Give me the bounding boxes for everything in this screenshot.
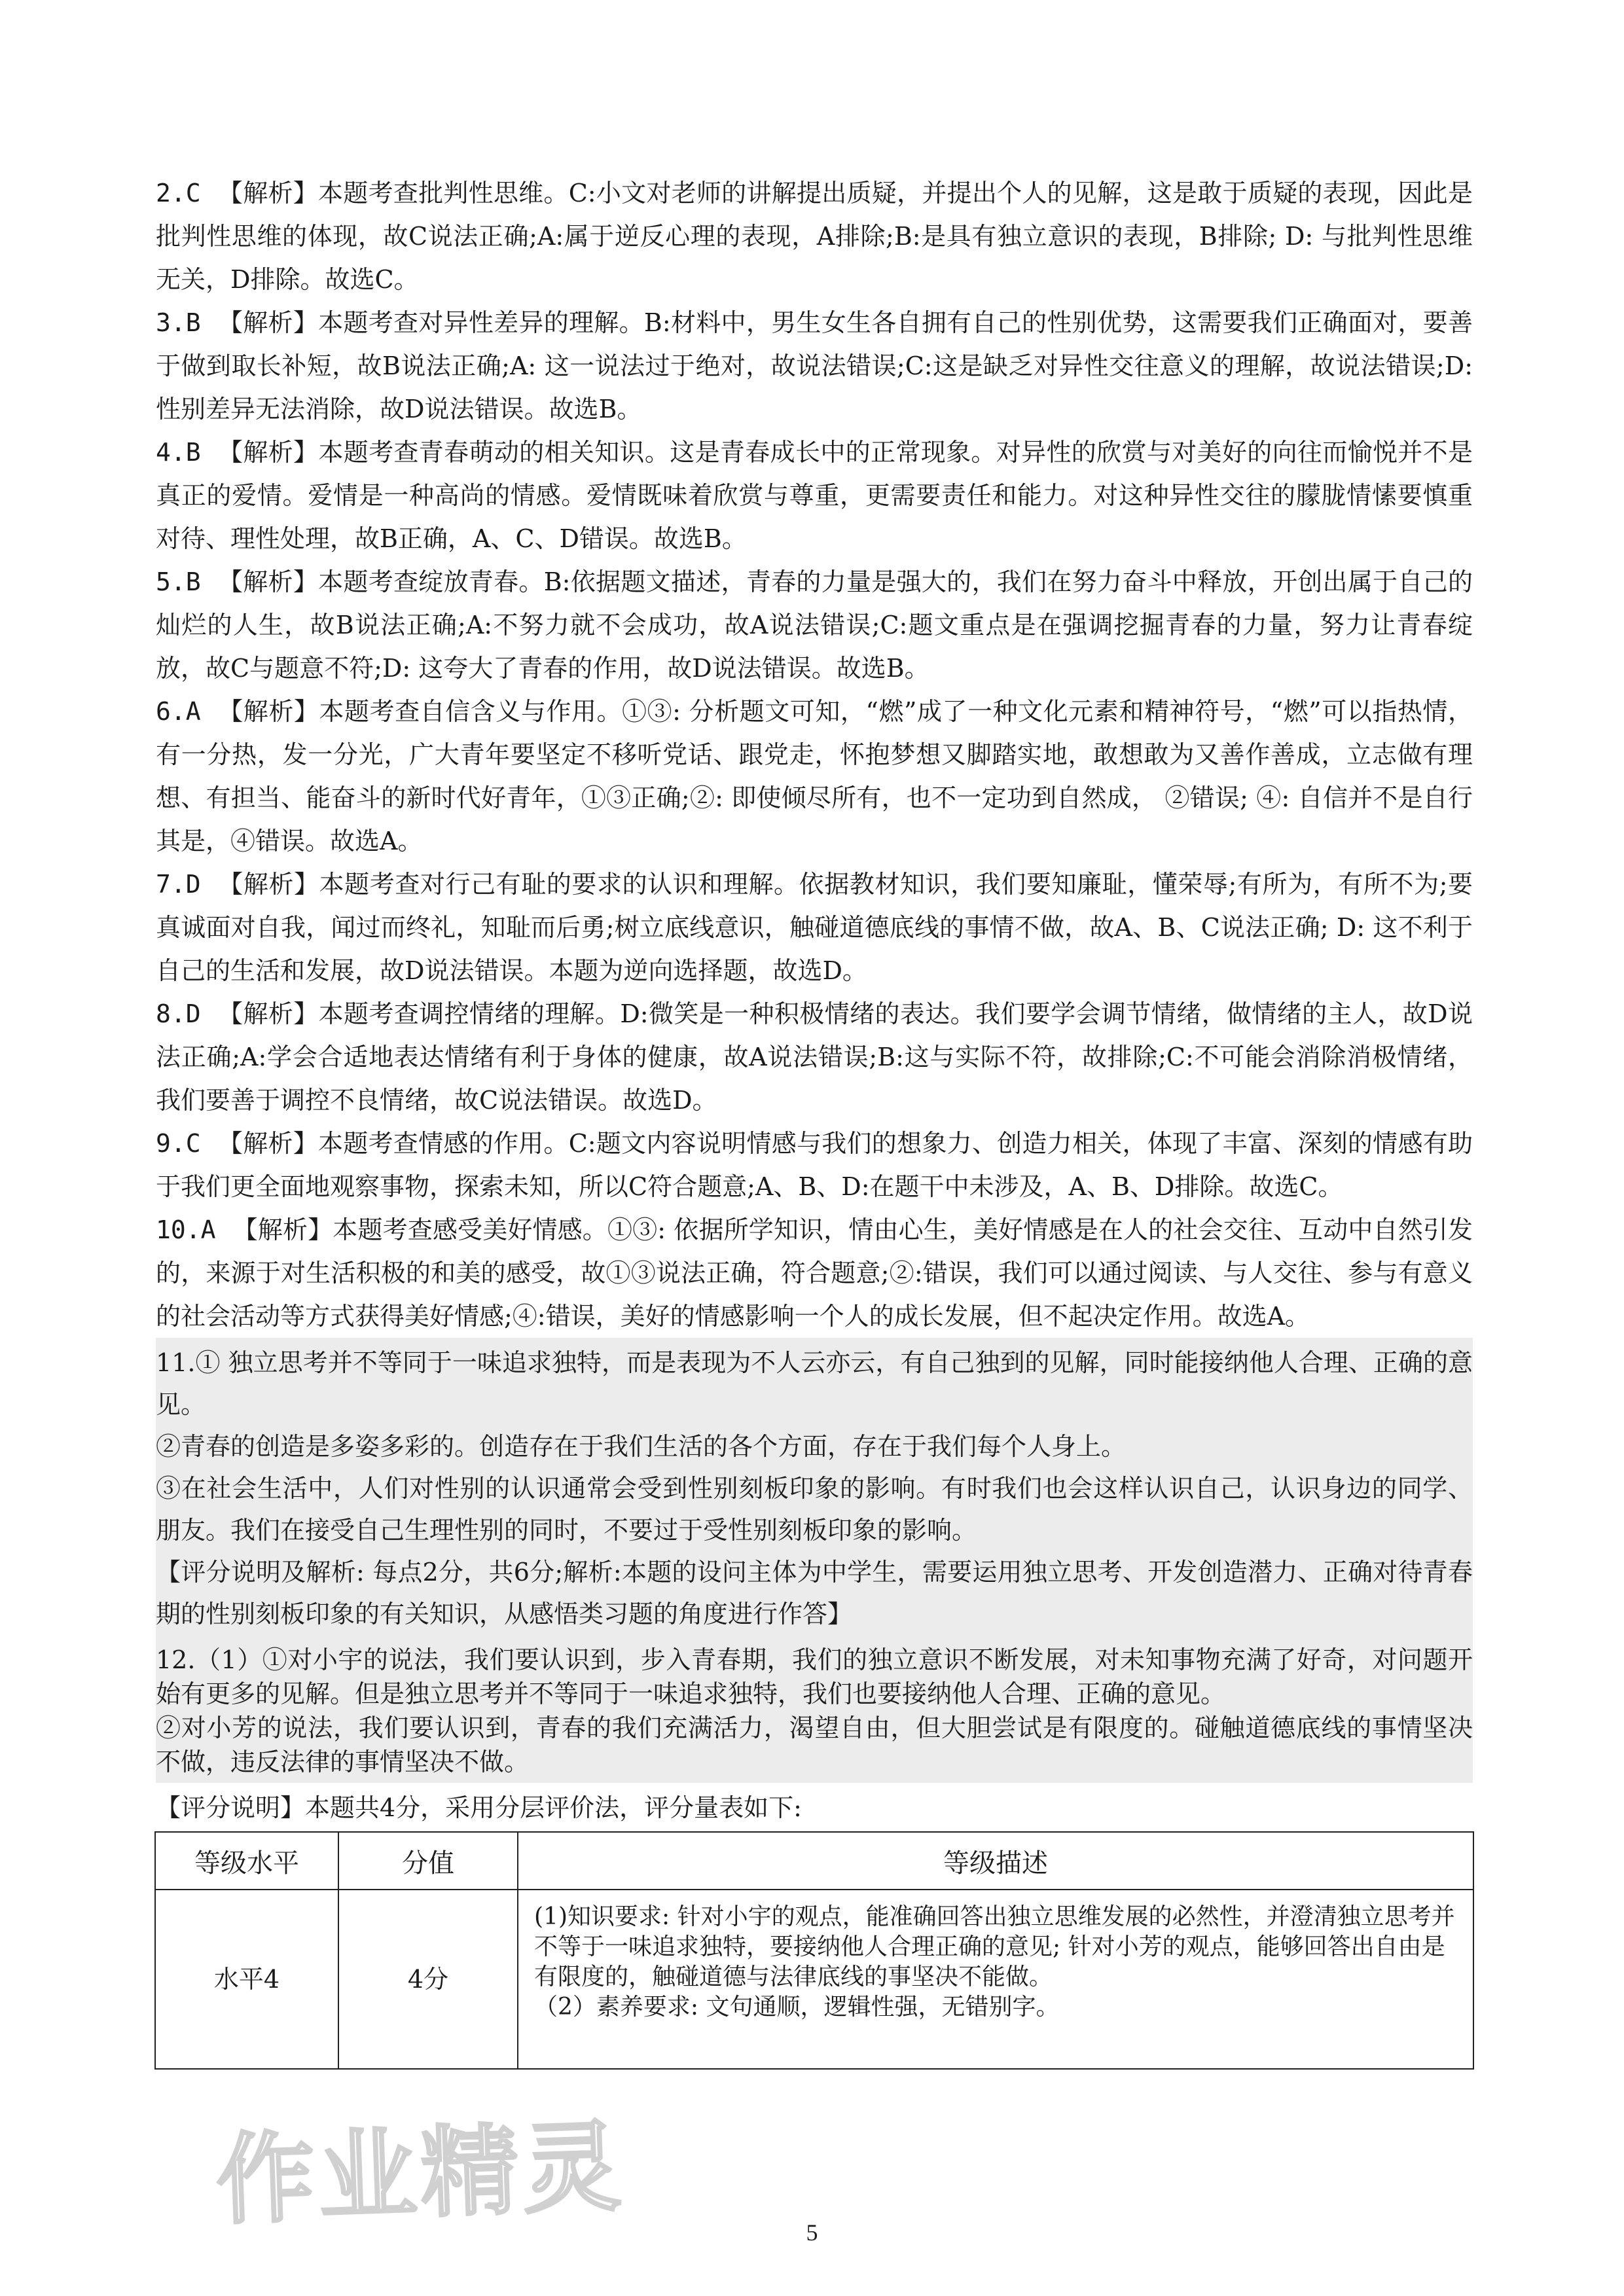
answer-choice: B (185, 308, 201, 337)
rubric-header-row (155, 1832, 1473, 1890)
answer-choice: A (185, 697, 201, 726)
answer-list (156, 171, 1473, 1338)
q12-answer-block (156, 1639, 1473, 1783)
q11-point-1: 11.① 独立思考并不等同于一味追求独特，而是表现为不人云亦云，有自己独到的见解，同时能接纳他人合理、正确的意见。 (156, 1348, 1473, 1419)
answer-item (156, 171, 1473, 301)
question-number: 8. (156, 999, 186, 1028)
q11-point-2: ②青春的创造是多姿多彩的。创造存在于我们生活的各个方面，存在于我们每个人身上。 (156, 1432, 1127, 1461)
answer-explanation: 【解析】本题考查批判性思维。C:小文对老师的讲解提出质疑，并提出个人的见解，这是敢于质疑的表现，因此是批判性思维的体现，故C说法正确;A:属于逆反心理的表现，A排除;B:是具有独立意识的表现，B排除; D: 与批判性思维无关，D排除。故选C。 (156, 179, 1473, 294)
q12-point-1: 12.（1）①对小宇的说法，我们要认识到，步入青春期，我们的独立意识不断发展，对未知事物充满了好奇，对问题开始有更多的见解。但是独立思考并不等同于一味追求独特，我们也要接纳他人合理、正确的意见。 (156, 1645, 1473, 1708)
header-level: 等级水平 (155, 1832, 338, 1890)
question-number: 7. (156, 870, 186, 899)
question-number: 3. (156, 308, 186, 337)
answer-item (156, 1208, 1473, 1338)
row-description-literacy: （2）素养要求: 文句通顺，逻辑性强，无错别字。 (534, 1994, 1060, 2020)
rubric-row (155, 1890, 1473, 2069)
header-score: 分值 (338, 1832, 518, 1890)
q11-answer-block (156, 1338, 1473, 1639)
question-number: 9. (156, 1129, 186, 1158)
answer-item (156, 992, 1473, 1122)
answer-item (156, 431, 1473, 560)
q12-scoring-note: 【评分说明】本题共4分，采用分层评价法，评分量表如下: (156, 1793, 802, 1822)
row-description (518, 1890, 1473, 2069)
q11-scoring-note: 【评分说明及解析: 每点2分，共6分;解析:本题的设问主体为中学生，需要运用独立思考、开发创造潜力、正确对待青春期的性别刻板印象的有关知识，从感悟类习题的角度进行作答】 (156, 1558, 1473, 1628)
q12-point-2: ②对小芳的说法，我们要认识到，青春的我们充满活力，渴望自由，但大胆尝试是有限度的。碰触道德底线的事情坚决不做，违反法律的事情坚决不做。 (156, 1713, 1473, 1776)
answer-explanation: 【解析】本题考查情感的作用。C:题文内容说明情感与我们的想象力、创造力相关，体现了丰富、深刻的情感有助于我们更全面地观察事物，探索未知，所以C符合题意;A、B、D:在题干中未涉及，A、B、D排除。故选C。 (156, 1129, 1473, 1201)
answer-choice: C (185, 179, 201, 207)
answer-item (156, 560, 1473, 690)
answer-choice: C (185, 1129, 201, 1158)
row-description-knowledge: (1)知识要求: 针对小宇的观点，能准确回答出独立思维发展的必然性，并澄清独立思考并不等于一味追求独特，要接纳他人合理正确的意见; 针对小芳的观点，能够回答出自由是有限度的，触碰道德与法律底线的事坚决不能做。 (534, 1903, 1455, 1990)
answer-explanation: 【解析】本题考查青春萌动的相关知识。这是青春成长中的正常现象。对异性的欣赏与对美好的向往而愉悦并不是真正的爱情。爱情是一种高尚的情感。爱情既味着欣赏与尊重，更需要责任和能力。对这种异性交往的朦胧情愫要慎重对待、理性处理，故B正确，A、C、D错误。故选B。 (156, 438, 1473, 553)
answer-explanation: 【解析】本题考查对行己有耻的要求的认识和理解。依据教材知识，我们要知廉耻，懂荣辱;有所为，有所不为;要真诚面对自我，闻过而终礼，知耻而后勇;树立底线意识，触碰道德底线的事情不做，故A、B、C说法正确; D: 这不利于自己的生活和发展，故D说法错误。本题为逆向选择题，故选D。 (156, 870, 1473, 985)
answer-item (156, 1122, 1473, 1208)
answer-explanation: 【解析】本题考查对异性差异的理解。B:材料中，男生女生各自拥有自己的性别优势，这需要我们正确面对，要善于做到取长补短，故B说法正确;A: 这一说法过于绝对，故说法错误;C:这是缺乏对异性交往意义的理解，故说法错误;D: 性别差异无法消除，故D说法错误。故选B。 (156, 308, 1473, 423)
question-number: 2. (156, 179, 186, 207)
answer-explanation: 【解析】本题考查调控情绪的理解。D:微笑是一种积极情绪的表达。我们要学会调节情绪，做情绪的主人，故D说法正确;A:学会合适地表达情绪有利于身体的健康，故A说法错误;B:这与实际不符，故排除;C:不可能会消除消极情绪，我们要善于调控不良情绪，故C说法错误。故选D。 (156, 999, 1473, 1115)
q11-point-3: ③在社会生活中，人们对性别的认识通常会受到性别刻板印象的影响。有时我们也会这样认识自己，认识身边的同学、朋友。我们在接受自己生理性别的同时，不要过于受性别刻板印象的影响。 (156, 1474, 1473, 1545)
answer-item (156, 863, 1473, 992)
page-number: 5 (806, 2219, 818, 2246)
header-description: 等级描述 (518, 1832, 1473, 1890)
answer-choice: B (185, 567, 201, 596)
watermark-logo: 作业精灵 (214, 2110, 627, 2238)
question-number: 10. (156, 1215, 201, 1244)
answer-choice: A (200, 1215, 216, 1244)
question-number: 6. (156, 697, 186, 726)
answer-explanation: 【解析】本题考查绽放青春。B:依据题文描述，青春的力量是强大的，我们在努力奋斗中释放，开创出属于自己的灿烂的人生，故B说法正确;A:不努力就不会成功，故A说法错误;C:题文重点是在强调挖掘青春的力量，努力让青春绽放，故C与题意不符;D: 这夸大了青春的作用，故D说法错误。故选B。 (156, 567, 1473, 683)
question-number: 4. (156, 438, 186, 467)
row-level: 水平4 (155, 1890, 338, 2069)
question-number: 5. (156, 567, 186, 596)
answer-explanation: 【解析】本题考查感受美好情感。①③: 依据所学知识，情由心生，美好情感是在人的社会交往、互动中自然引发的，来源于对生活积极的和美的感受，故①③说法正确，符合题意;②:错误，我们可以通过阅读、与人交往、参与有意义的社会活动等方式获得美好情感;④:错误，美好的情感影响一个人的成长发展，但不起决定作用。故选A。 (156, 1215, 1473, 1331)
answer-item (156, 690, 1473, 863)
answer-choice: D (185, 999, 201, 1028)
answer-item (156, 301, 1473, 431)
answer-explanation: 【解析】本题考查自信含义与作用。①③: 分析题文可知，“燃”成了一种文化元素和精神符号，“燃”可以指热情，有一分热，发一分光，广大青年要坚定不移听党话、跟党走，怀抱梦想又脚踏实地，敢想敢为又善作善成，立志做有理想、有担当、能奋斗的新时代好青年，①③正确;②: 即使倾尽所有，也不一定功到自然成， ②错误; ④: 自信并不是自行其是，④错误。故选A。 (156, 697, 1473, 855)
rubric-table (154, 1831, 1474, 2070)
answer-choice: D (185, 870, 201, 899)
answer-choice: B (185, 438, 201, 467)
answer-content (156, 171, 1473, 2070)
row-score: 4分 (338, 1890, 518, 2069)
